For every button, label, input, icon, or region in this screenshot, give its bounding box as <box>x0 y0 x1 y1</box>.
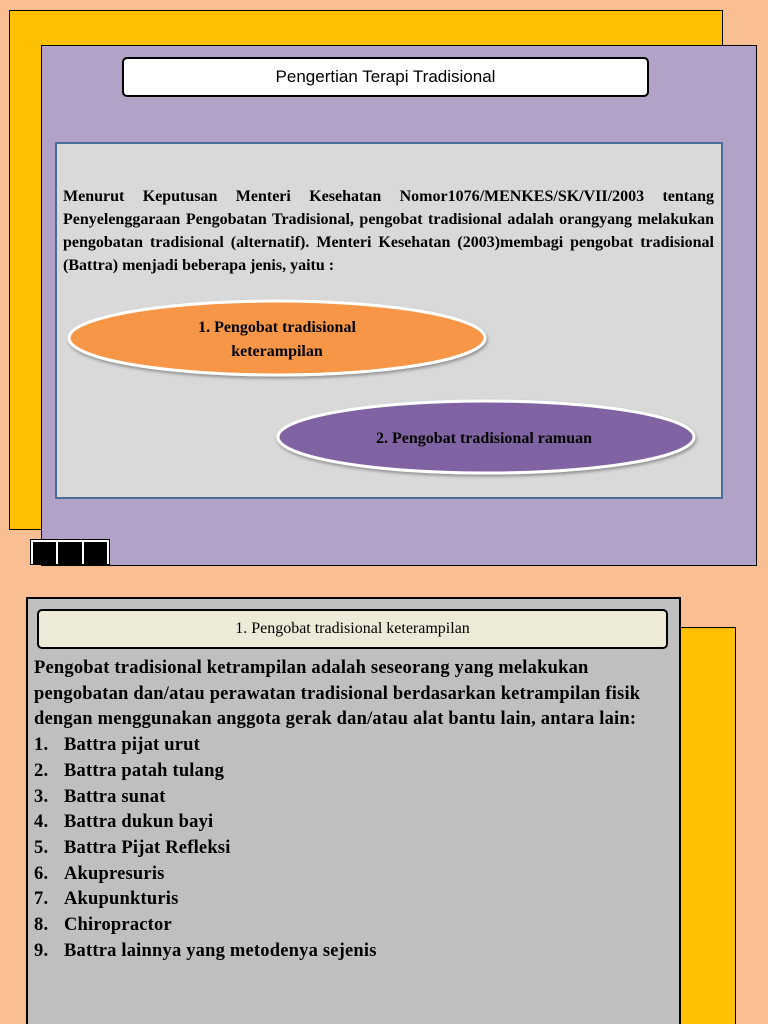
list-item <box>34 810 674 836</box>
slide2-body <box>34 656 674 964</box>
list-item-number: 1. <box>34 735 49 756</box>
slide1-title: Pengertian Terapi Tradisional <box>122 57 649 97</box>
list-item-number: 2. <box>34 760 49 781</box>
nav-previous-button[interactable] <box>33 542 56 564</box>
ellipse-keterampilan-line1: 1. Pengobat tradisional <box>198 319 356 336</box>
list-item <box>34 862 674 888</box>
list-item <box>34 733 674 759</box>
ellipse-keterampilan-shape <box>69 301 485 375</box>
list-item-number: 4. <box>34 812 49 833</box>
list-item-number: 7. <box>34 889 49 910</box>
list-item-text: Battra dukun bayi <box>64 812 214 833</box>
list-item-number: 6. <box>34 863 49 884</box>
ellipse-keterampilan-line2: keterampilan <box>231 343 323 360</box>
list-item <box>34 836 674 862</box>
ellipse-ramuan-label: 2. Pengobat tradisional ramuan <box>375 430 593 447</box>
list-item <box>34 887 674 913</box>
slide2-title: 1. Pengobat tradisional keterampilan <box>37 609 668 649</box>
list-item <box>34 913 674 939</box>
list-item-number: 5. <box>34 837 49 858</box>
list-item-text: Akupunkturis <box>64 889 179 910</box>
slide1-intro-text: Menurut Keputusan Menteri Kesehatan Nomor1076/MENKES/SK/VII/2003 tentang Penyelenggaraan Pengobatan Tradisional, pengobat tradisional adalah orangyang melakukan pengobatan tradisional (alternatif). Menteri Kesehatan (2003)membagi pengobat tradisional (Battra) menjadi beberapa jenis, yaitu : <box>63 188 714 274</box>
nav-home-button[interactable] <box>58 542 81 564</box>
list-item <box>34 759 674 785</box>
battra-list <box>34 733 674 964</box>
slide2-paragraph: Pengobat tradisional ketrampilan adalah seseorang yang melakukan pengobatan dan/atau perawatan tradisional berdasarkan ketrampilan fisik dengan menggunakan anggota gerak dan/atau alat bantu lain, antara lain: <box>34 658 641 730</box>
list-item-text: Battra patah tulang <box>64 760 225 781</box>
list-item-text: Battra Pijat Refleksi <box>64 837 231 858</box>
nav-next-button[interactable] <box>84 542 107 564</box>
list-item-text: Battra pijat urut <box>64 735 200 756</box>
list-item-number: 9. <box>34 940 49 961</box>
list-item-text: Battra sunat <box>64 786 166 807</box>
ellipse-ramuan <box>278 401 694 473</box>
slide-navigation <box>30 539 110 565</box>
list-item <box>34 785 674 811</box>
list-item-text: Chiropractor <box>64 915 172 936</box>
list-item-number: 8. <box>34 915 49 936</box>
list-item-text: Akupresuris <box>64 863 165 884</box>
ellipse-keterampilan <box>69 301 485 375</box>
list-item <box>34 939 674 965</box>
slide2-back-card <box>680 627 736 1024</box>
list-item-text: Battra lainnya yang metodenya sejenis <box>64 940 377 961</box>
list-item-number: 3. <box>34 786 49 807</box>
